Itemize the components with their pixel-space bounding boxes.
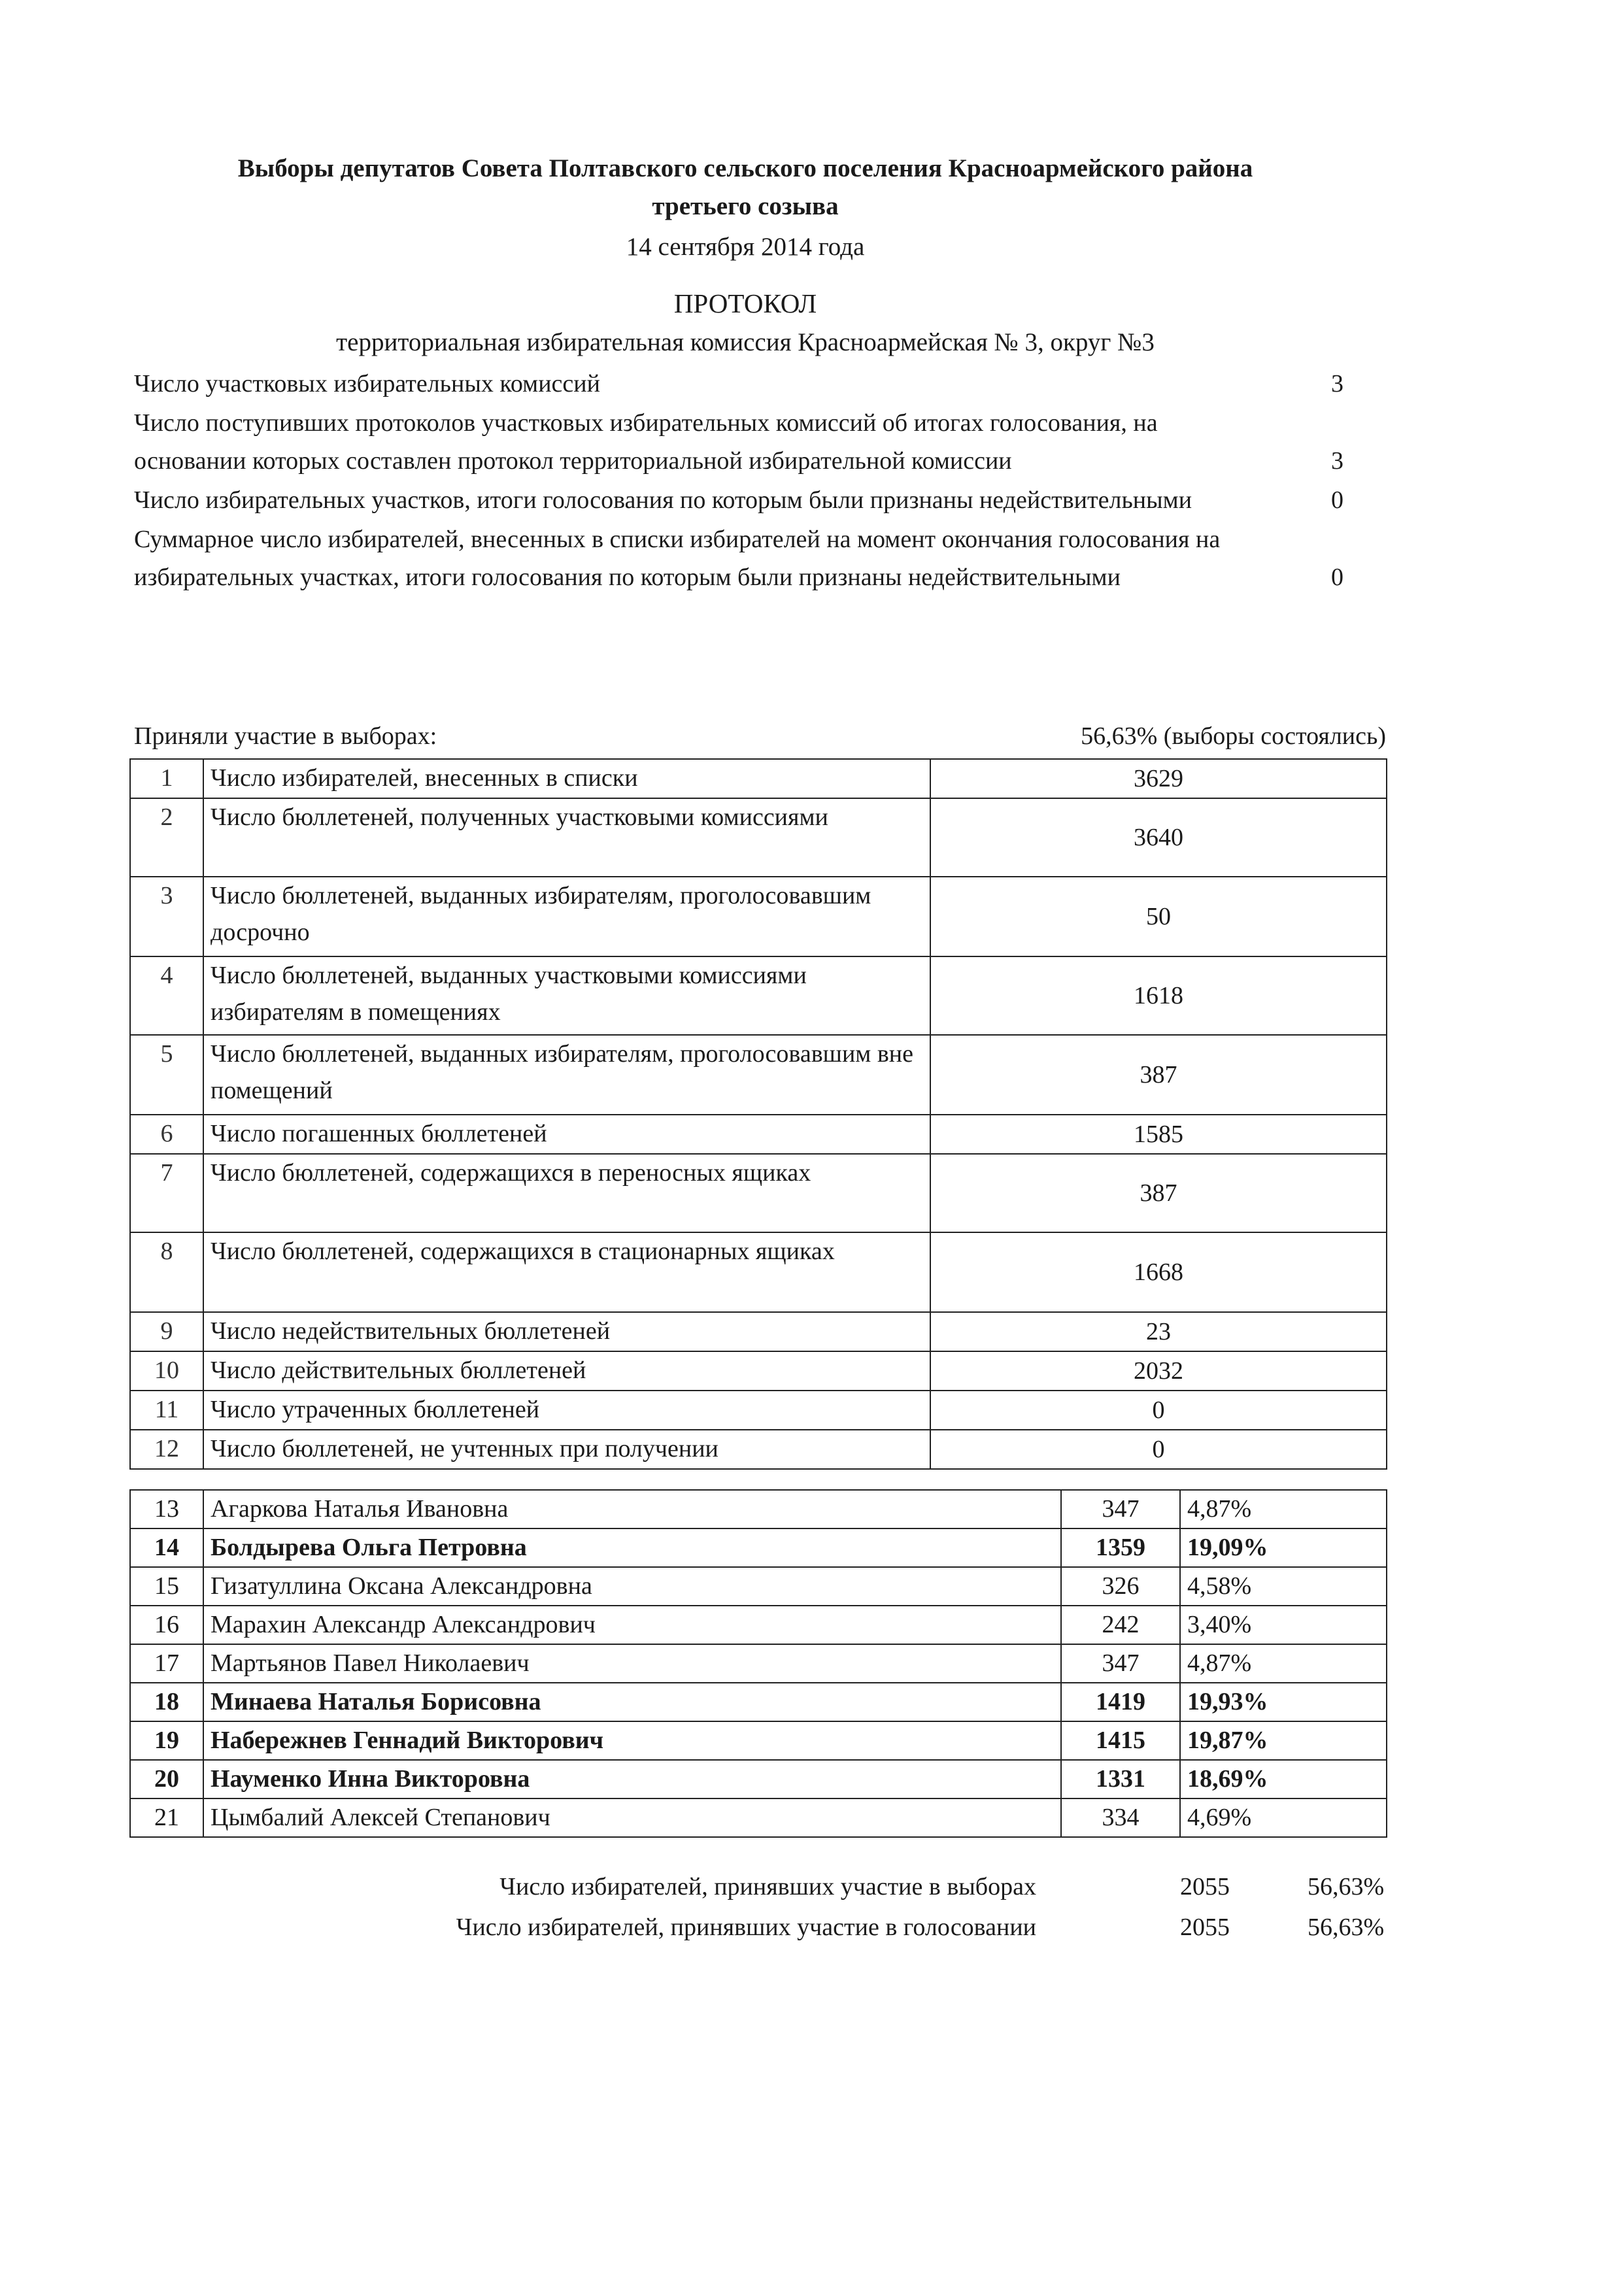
candidate-percent: 19,09% — [1180, 1528, 1387, 1567]
info-text: Суммарное число избирателей, внесенных в списки избирателей на момент окончания голосования на избирательных участках, итоги голосования по которым были признаны недействительными — [134, 526, 1221, 591]
candidate-votes: 347 — [1061, 1490, 1180, 1528]
ballot-stats-table — [129, 758, 1387, 1470]
row-number: 9 — [130, 1312, 203, 1351]
row-number: 17 — [130, 1644, 203, 1683]
candidate-name: Агаркова Наталья Ивановна — [203, 1490, 1061, 1528]
summary-percent: 56,63% — [1308, 1914, 1385, 1941]
candidate-row-elected — [130, 1683, 1387, 1721]
row-number: 16 — [130, 1606, 203, 1644]
info-value: 0 — [1331, 564, 1343, 591]
candidate-votes: 334 — [1061, 1798, 1180, 1837]
info-text: Число избирательных участков, итоги голосования по которым были признаны недействительными — [134, 486, 1192, 514]
candidate-percent: 4,87% — [1180, 1644, 1387, 1683]
row-number: 6 — [130, 1115, 203, 1154]
row-label: Число утраченных бюллетеней — [203, 1391, 930, 1430]
table-row — [130, 1430, 1387, 1469]
summary-count: 2055 — [1180, 1914, 1230, 1941]
turnout-line — [134, 719, 1386, 753]
candidate-row-elected — [130, 1528, 1387, 1567]
row-number: 19 — [130, 1721, 203, 1760]
election-date: 14 сентября 2014 года — [626, 233, 865, 261]
turnout-value: 56,63% (выборы состоялись) — [1081, 722, 1386, 750]
candidate-percent: 4,69% — [1180, 1798, 1387, 1837]
candidate-votes: 347 — [1061, 1644, 1180, 1683]
candidate-votes: 1359 — [1061, 1528, 1180, 1567]
candidate-row — [130, 1490, 1387, 1528]
candidate-votes: 1331 — [1061, 1760, 1180, 1798]
row-number: 14 — [130, 1528, 203, 1567]
row-number: 8 — [130, 1232, 203, 1312]
candidate-percent: 4,87% — [1180, 1490, 1387, 1528]
row-value: 3629 — [930, 759, 1387, 798]
info-row — [134, 404, 1357, 480]
row-label: Число бюллетеней, не учтенных при получении — [203, 1430, 930, 1469]
info-row — [134, 481, 1357, 519]
summary-label: Число избирателей, принявших участие в голосовании — [456, 1914, 1036, 1941]
row-label: Число недействительных бюллетеней — [203, 1312, 930, 1351]
candidate-name: Гизатуллина Оксана Александровна — [203, 1567, 1061, 1606]
candidate-percent: 18,69% — [1180, 1760, 1387, 1798]
row-value: 3640 — [930, 798, 1387, 877]
row-number: 18 — [130, 1683, 203, 1721]
table-row — [130, 1115, 1387, 1154]
candidate-votes: 326 — [1061, 1567, 1180, 1606]
row-label: Число бюллетеней, выданных избирателям, проголосовавшим вне помещений — [203, 1035, 930, 1115]
candidate-percent: 19,87% — [1180, 1721, 1387, 1760]
candidate-row — [130, 1567, 1387, 1606]
row-number: 3 — [130, 877, 203, 956]
row-label: Число избирателей, внесенных в списки — [203, 759, 930, 798]
row-value: 50 — [930, 877, 1387, 956]
candidate-votes: 1415 — [1061, 1721, 1180, 1760]
row-label: Число бюллетеней, содержащихся в переносных ящиках — [203, 1154, 930, 1232]
candidate-name: Марахин Александр Александрович — [203, 1606, 1061, 1644]
candidate-row — [130, 1606, 1387, 1644]
table-row — [130, 956, 1387, 1035]
table-row — [130, 759, 1387, 798]
row-label: Число бюллетеней, выданных участковыми комиссиями избирателям в помещениях — [203, 956, 930, 1035]
row-label: Число бюллетеней, содержащихся в стационарных ящиках — [203, 1232, 930, 1312]
row-label: Число бюллетеней, выданных избирателям, проголосовавшим досрочно — [203, 877, 930, 956]
table-row — [130, 1232, 1387, 1312]
table-row — [130, 1154, 1387, 1232]
document-title-line1: Выборы депутатов Совета Полтавского сельского поселения Красноармейского района — [237, 154, 1253, 182]
candidate-name: Болдырева Ольга Петровна — [203, 1528, 1061, 1567]
row-number: 1 — [130, 759, 203, 798]
row-number: 11 — [130, 1391, 203, 1430]
row-number: 5 — [130, 1035, 203, 1115]
row-value: 1618 — [930, 956, 1387, 1035]
row-value: 0 — [930, 1430, 1387, 1469]
candidate-row-elected — [130, 1760, 1387, 1798]
summary-block — [98, 1866, 1393, 1948]
row-number: 15 — [130, 1567, 203, 1606]
info-row — [134, 520, 1357, 596]
table-row — [130, 1351, 1387, 1391]
candidate-name: Набережнев Геннадий Викторович — [203, 1721, 1061, 1760]
info-text: Число поступивших протоколов участковых избирательных комиссий об итогах голосования, на основании которых составлен протокол территориальной избирательной комиссии — [134, 409, 1158, 475]
candidate-name: Науменко Инна Викторовна — [203, 1760, 1061, 1798]
candidate-votes: 1419 — [1061, 1683, 1180, 1721]
document-title-line2: третьего созыва — [652, 192, 839, 220]
candidate-name: Мартьянов Павел Николаевич — [203, 1644, 1061, 1683]
row-value: 0 — [930, 1391, 1387, 1430]
candidate-row-elected — [130, 1721, 1387, 1760]
candidate-votes: 242 — [1061, 1606, 1180, 1644]
row-label: Число бюллетеней, полученных участковыми комиссиями — [203, 798, 930, 877]
table-row — [130, 1312, 1387, 1351]
row-value: 387 — [930, 1154, 1387, 1232]
row-number: 4 — [130, 956, 203, 1035]
candidate-percent: 19,93% — [1180, 1683, 1387, 1721]
info-block — [134, 365, 1357, 596]
commission-name: территориальная избирательная комиссия Красноармейская № 3, округ №3 — [336, 328, 1155, 356]
info-value: 3 — [1331, 447, 1343, 475]
row-label: Число погашенных бюллетеней — [203, 1115, 930, 1154]
candidate-results-table — [129, 1489, 1387, 1838]
row-number: 2 — [130, 798, 203, 877]
summary-percent: 56,63% — [1308, 1873, 1385, 1900]
info-text: Число участковых избирательных комиссий — [134, 370, 600, 397]
summary-label: Число избирателей, принявших участие в выборах — [499, 1873, 1036, 1900]
candidate-name: Минаева Наталья Борисовна — [203, 1683, 1061, 1721]
row-number: 21 — [130, 1798, 203, 1837]
turnout-label: Приняли участие в выборах: — [134, 722, 437, 750]
row-value: 2032 — [930, 1351, 1387, 1391]
info-row — [134, 365, 1357, 403]
table-row — [130, 1391, 1387, 1430]
row-number: 12 — [130, 1430, 203, 1469]
row-value: 1585 — [930, 1115, 1387, 1154]
row-value: 387 — [930, 1035, 1387, 1115]
row-number: 7 — [130, 1154, 203, 1232]
summary-row — [98, 1866, 1393, 1907]
info-value: 0 — [1331, 486, 1343, 514]
summary-row — [98, 1907, 1393, 1948]
protocol-heading: ПРОТОКОЛ — [673, 288, 817, 318]
row-number: 13 — [130, 1490, 203, 1528]
info-value: 3 — [1331, 370, 1343, 397]
summary-count: 2055 — [1180, 1873, 1230, 1900]
table-row — [130, 798, 1387, 877]
candidate-name: Цымбалий Алексей Степанович — [203, 1798, 1061, 1837]
row-value: 1668 — [930, 1232, 1387, 1312]
row-number: 10 — [130, 1351, 203, 1391]
row-label: Число действительных бюллетеней — [203, 1351, 930, 1391]
candidate-row — [130, 1798, 1387, 1837]
candidate-percent: 3,40% — [1180, 1606, 1387, 1644]
row-number: 20 — [130, 1760, 203, 1798]
table-row — [130, 877, 1387, 956]
candidate-row — [130, 1644, 1387, 1683]
row-value: 23 — [930, 1312, 1387, 1351]
candidate-percent: 4,58% — [1180, 1567, 1387, 1606]
table-row — [130, 1035, 1387, 1115]
